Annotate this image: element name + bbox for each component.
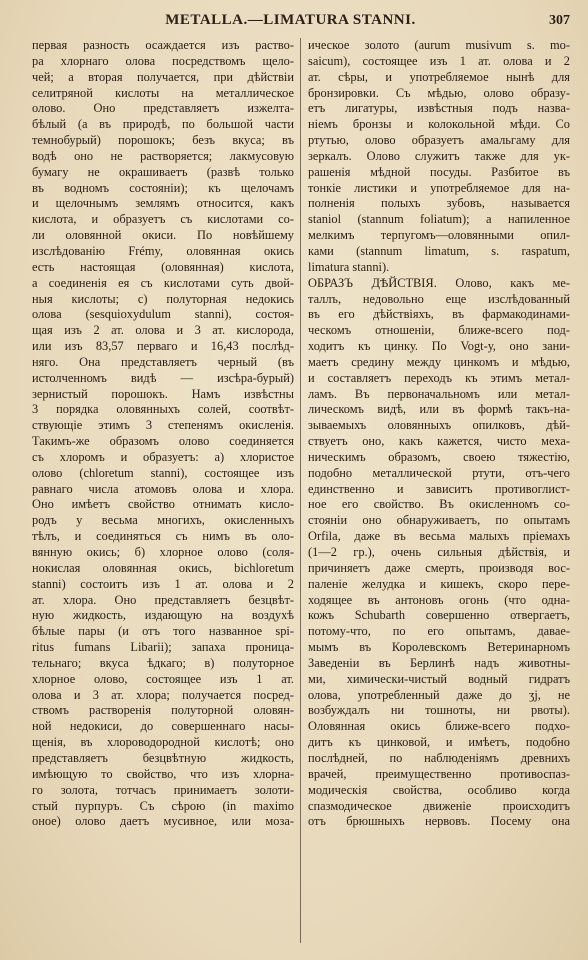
text-line: ическое золото (aurum musivum s. mo-	[308, 38, 570, 52]
text-line: послѣдней, по наблюденіямъ древнихъ	[308, 750, 570, 765]
text-line: няго. Она представляетъ черный (въ	[32, 354, 294, 369]
text-line: истолченномъ видѣ — изсѣра-бурый)	[32, 370, 294, 385]
text-line: олово (chloretum stanni), состоящее изъ	[32, 465, 294, 480]
text-line: ртутью, олово образуетъ амальгаму для	[308, 133, 570, 148]
text-line: отъ брюшныхъ нервовъ. Посему она	[308, 814, 570, 829]
text-columns	[32, 38, 570, 943]
text-line: ОБРАЗЪ ДѢЙСТВІЯ. Олово, какъ ме-	[308, 275, 570, 290]
text-line: олова и 3 ат. хлора; получается посред-	[32, 687, 294, 702]
text-line: зеркалъ. Олово служитъ также для ук-	[308, 148, 570, 163]
text-line: паленіе желудка и кишекъ, скоро пере-	[308, 576, 570, 591]
text-line: Заведеніи въ Берлинѣ надъ животны-	[308, 655, 570, 670]
text-line: ную жидкость, издающую на воздухѣ	[32, 608, 294, 623]
text-line: ат. хлора. Оно представляетъ безцвѣт-	[32, 592, 294, 607]
text-line: ми, химически-чистый водный гидратъ	[308, 671, 570, 686]
text-line: Orfila, даже въ весьма малыхъ пріемахъ	[308, 529, 570, 544]
text-line: ritus fumans Libarii); запаха проница-	[32, 640, 294, 655]
text-line: вянную окись; б) хлорное олово (соля-	[32, 545, 294, 559]
text-line: зернистый порошокъ. Намъ извѣстны	[32, 386, 294, 401]
text-line: хлорное олово, состоящее изъ 1 ат.	[32, 671, 294, 686]
text-line: первая разность осаждается изъ раство-	[32, 38, 294, 52]
text-line: представляетъ безцвѣтную жидкость,	[32, 750, 294, 765]
text-line: или изъ 83,57 перваго и 16,43 послѣд-	[32, 339, 294, 354]
text-line: полненія полыхъ зубовъ, называется	[308, 196, 570, 211]
text-line: ат. сѣры, и употребляемое нынѣ для	[308, 69, 570, 84]
running-title: METALLA.—LIMATURA STANNI.	[165, 12, 416, 28]
text-line: ческомъ отношеніи, ближе-всего под-	[308, 323, 570, 338]
text-line: ствомъ растворенія полуторной оловян-	[32, 703, 294, 718]
text-line: таллъ, недовольно еще изслѣдованный	[308, 291, 570, 306]
text-line: единственно и зависитъ противоглист-	[308, 481, 570, 496]
text-line: ствующіе этимъ 3 степенямъ окисленія.	[32, 418, 294, 433]
text-line: олово. Оно представляетъ изжелта-	[32, 101, 294, 116]
text-line: стый пурпуръ. Съ сѣрою (in maximo	[32, 798, 294, 813]
text-line: кислота, и образуетъ съ кислотами со-	[32, 212, 294, 227]
text-line: дитъ къ цинковой, и имѣетъ, подобно	[308, 735, 570, 750]
text-line: етъ лигатуры, извѣстныя подъ назва-	[308, 101, 570, 116]
text-line: зываемыхъ оловянныхъ опилковъ, дѣй-	[308, 418, 570, 433]
text-line: бронзировки. Съ мѣдью, олово образу-	[308, 85, 570, 100]
text-line: го золота, тотчасъ принимаетъ золоти-	[32, 782, 294, 797]
text-line: stanni) состоитъ изъ 1 ат. олова и 2	[32, 576, 294, 591]
left-column	[32, 38, 300, 943]
text-line: потому-что, по его опытамъ, давае-	[308, 624, 570, 639]
text-line: врачей, преимущественно противоспаз-	[308, 766, 570, 781]
text-line: бѣлые пары (и отъ того названное spi-	[32, 624, 294, 639]
text-line: бѣлый (а въ природѣ, по большой части	[32, 117, 294, 132]
text-line: ствуетъ оно, какъ кажется, чисто меха-	[308, 434, 570, 449]
text-line: тѣлъ, и соединяться съ нимъ въ оло-	[32, 529, 294, 544]
text-line: ніемъ бронзы и колокольной мѣди. Со	[308, 117, 570, 132]
text-line: ное его свойство. Въ окисленномъ со-	[308, 497, 570, 512]
text-line: Оно имѣетъ свойство отнимать кисло-	[32, 497, 294, 512]
text-line: подобно металлической ртути, отъ-чего	[308, 465, 570, 480]
text-line: родъ у весьма многихъ, окисленныхъ	[32, 513, 294, 528]
text-line: нокислая оловянная окись, bichloretum	[32, 560, 294, 575]
text-line: причиняетъ даже смерть, производя вос-	[308, 560, 570, 575]
text-line: ныя кислоты; c) полуторная недокись	[32, 291, 294, 306]
text-line: олова (sesquioxydulum stanni), состоя-	[32, 307, 294, 322]
text-line: темнобурый) порошокъ; безъ вкуса; въ	[32, 133, 294, 148]
text-line: изслѣдованію Frémy, оловянная окись	[32, 243, 294, 258]
text-line: возбуждалъ ни тошноты, ни рвоты).	[308, 703, 570, 718]
text-line: ной недокиси, до совершеннаго насы-	[32, 719, 294, 734]
text-line: ра хлорнаго олова посредствомъ щело-	[32, 53, 294, 68]
text-line: селитряной кислоты на металлическое	[32, 85, 294, 100]
column-divider	[300, 38, 301, 943]
text-line: Такимъ-же образомъ олово соединяется	[32, 434, 294, 449]
text-line: и щелочнымъ землямъ относится, какъ	[32, 196, 294, 211]
text-line: ходитъ къ цинку. По Vogt-у, оно зани-	[308, 339, 570, 354]
text-line: спазмодическое движеніе происходитъ	[308, 798, 570, 813]
text-line: 3 порядка оловянныхъ солей, соотвѣт-	[32, 402, 294, 417]
text-line: мымъ въ Королевскомъ Ветеринарномъ	[308, 640, 570, 655]
text-line: оное) олово даетъ мусивное, или моза-	[32, 814, 294, 829]
text-line: мелкимъ терпугомъ—оловянными опил-	[308, 228, 570, 243]
text-line: тельнаго; вкуса ѣдкаго; в) полуторное	[32, 655, 294, 670]
text-line: лическомъ видѣ, или въ формѣ такъ-на-	[308, 402, 570, 417]
text-line: ходящее въ антоновъ огонь (что одна-	[308, 592, 570, 607]
text-line: щая изъ 2 ат. олова и 3 ат. кислорода,	[32, 323, 294, 338]
page-number: 307	[549, 13, 570, 28]
text-line: Оловянная окись ближе-всего подхо-	[308, 719, 570, 734]
text-line: модическія свойства, особливо когда	[308, 782, 570, 797]
text-line: въ водномъ состояніи); къ щелочамъ	[32, 180, 294, 195]
text-line: staniol (stannum foliatum); а напиленное	[308, 212, 570, 227]
text-line: saicum), состоящее изъ 1 ат. олова и 2	[308, 53, 570, 68]
text-line: ли оловянной окиси. По новѣйшему	[32, 228, 294, 243]
text-line: ническимъ образомъ, своею тяжестію,	[308, 449, 570, 464]
text-line: имѣющую то свойство, что изъ хлорна-	[32, 766, 294, 781]
text-line: въ его дѣйствіяхъ, въ фармакодинами-	[308, 307, 570, 322]
text-line: и составляетъ переходъ къ этимъ метал-	[308, 370, 570, 385]
text-line: limatura stanni).	[308, 259, 390, 274]
text-line: тонкіе листики и употребляемое для на-	[308, 180, 570, 195]
text-line: щенія, въ хлороводородной кислотѣ; оно	[32, 735, 294, 750]
running-header	[32, 12, 570, 38]
text-line: стояніи оно обнаруживаетъ, по опытамъ	[308, 513, 570, 528]
text-line: равнаго числа атомовъ олова и хлора.	[32, 481, 294, 496]
text-line: бумагу не окрашиваетъ (развѣ только	[32, 164, 294, 179]
text-line: чей; а вторая получается, при дѣйствіи	[32, 69, 294, 84]
right-column	[301, 38, 570, 943]
text-line: водѣ оно не растворяется; лакмусовую	[32, 148, 294, 163]
text-line: кожъ Schubarth совершенно отвергаетъ,	[308, 608, 570, 623]
text-line: съ хлоромъ и образуетъ: a) хлористое	[32, 449, 294, 464]
text-line: рашенія мѣдной посуды. Разбитое въ	[308, 164, 570, 179]
text-line: ламъ. Въ первоначальномъ или метал-	[308, 386, 570, 401]
text-line: (1—2 гр.), очень сильныя дѣйствія, и	[308, 545, 570, 559]
text-line: олова, употребленный даже до ʒj, не	[308, 687, 570, 702]
text-line: есть настоящая (оловянная) кислота,	[32, 259, 294, 274]
text-line: маетъ средину между цинкомъ и мѣдью,	[308, 354, 570, 369]
text-line: а соединенія ея съ кислотами суть двой-	[32, 275, 294, 290]
text-line: ками (stannum limatum, s. raspatum,	[308, 243, 570, 258]
